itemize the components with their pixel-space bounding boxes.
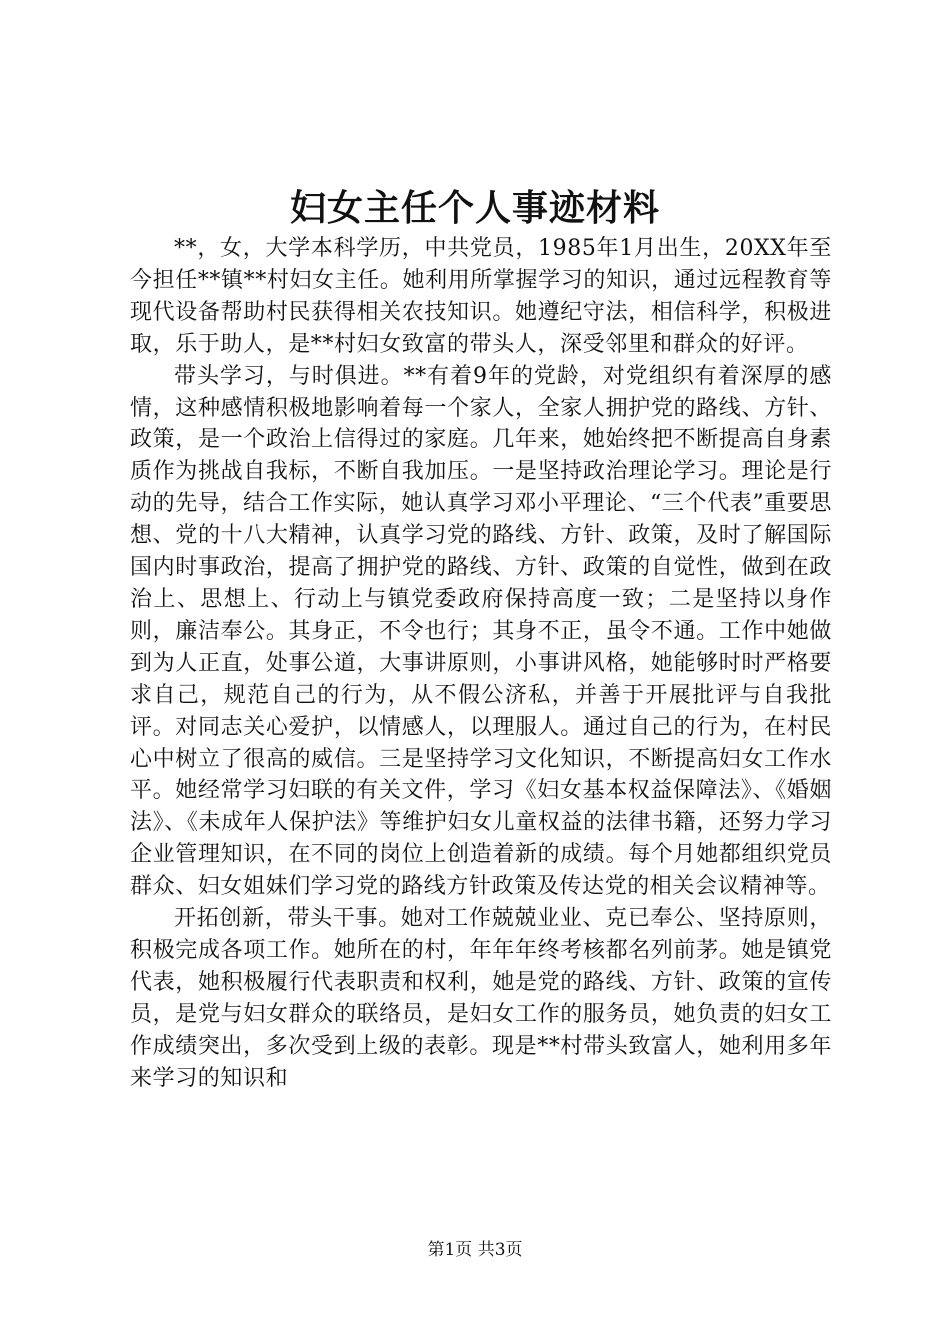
page-number-footer: 第1页 共3页 — [427, 1240, 523, 1260]
paragraph-intro: **，女，大学本科学历，中共党员，1985年1月出生，20XX年至今担任**镇**村妇女主任。她利用所掌握学习的知识，通过远程教育等现代设备帮助村民获得相关农技知识。她遵纪守法，相信科学，积极进取，乐于助人，是**村妇女致富的带头人，深受邻里和群众的好评。 — [130, 236, 832, 357]
document-title: 妇女主任个人事迹材料 — [289, 187, 660, 229]
document-body — [130, 233, 832, 1094]
paragraph-study: 带头学习，与时俱进。**有着9年的党龄，对党组织有着深厚的感情，这种感情积极地影响着每一个家人，全家人拥护党的路线、方针、政策，是一个政治上信得过的家庭。几年来，她始终把不断提高自身素质作为挑战自我标，不断自我加压。一是坚持政治理论学习。理论是行动的先导，结合工作实际，她认真学习邓小平理论、“三个代表”重要思想、党的十八大精神，认真学习党的路线、方针、政策，及时了解国际国内时事政治，提高了拥护党的路线、方针、政策的自觉性，做到在政治上、思想上、行动上与镇党委政府保持高度一致；二是坚持以身作则，廉洁奉公。其身正，不令也行；其身不正，虽令不通。工作中她做到为人正直，处事公道，大事讲原则，小事讲风格，她能够时时严格要求自己，规范自己的行为，从不假公济私，并善于开展批评与自我批评。对同志关心爱护，以情感人，以理服人。通过自己的行为，在村民心中树立了很高的威信。三是坚持学习文化知识，不断提高妇女工作水平。她经常学习妇联的有关文件，学习《妇女基本权益保障法》、《婚姻法》、《未成年人保护法》等维护妇女儿童权益的法律书籍，还努力学习企业管理知识，在不同的岗位上创造着新的成绩。每个月她都组织党员群众、妇女姐妹们学习党的路线方针政策及传达党的相关会议精神等。 — [130, 363, 832, 900]
paragraph-innovation: 开拓创新，带头干事。她对工作兢兢业业、克已奉公、坚持原则，积极完成各项工作。她所在的村，年年年终考核都名列前茅。她是镇党代表，她积极履行代表职责和权利，她是党的路线、方针、政策的宣传员，是党与妇女群众的联络员，是妇女工作的服务员，她负责的妇女工作成绩突出，多次受到上级的表彰。现是**村带头致富人，她利用多年来学习的知识和 — [130, 906, 832, 1091]
